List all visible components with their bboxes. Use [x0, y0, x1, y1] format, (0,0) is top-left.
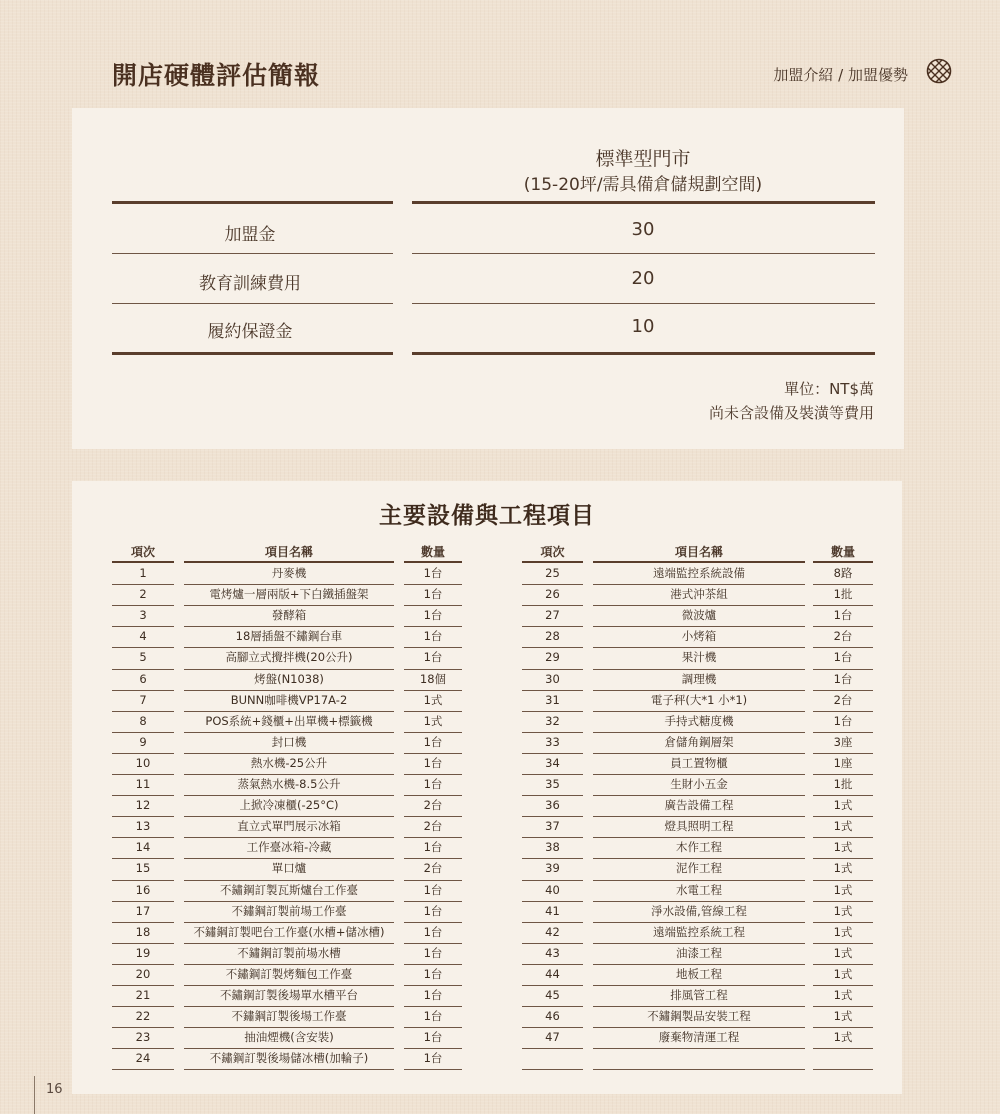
table-cell-qty: 1式: [833, 819, 853, 834]
table-cell-qty: 1台: [423, 1030, 443, 1045]
table-cell-no: 42: [545, 924, 560, 939]
table-cell-qty: 1式: [833, 840, 853, 855]
table-cell-no: 25: [545, 566, 560, 580]
table-cell-qty: 1台: [423, 608, 443, 623]
table-cell-no: 9: [139, 734, 147, 749]
column-header-no: 項次: [130, 545, 155, 559]
table-cell-no: 22: [135, 1009, 151, 1024]
equipment-title: 主要設備與工程項目: [379, 503, 595, 529]
table-cell-no: [522, 1048, 583, 1069]
table-cell-no: 43: [545, 945, 560, 960]
column-header-qty: 數量: [420, 545, 445, 559]
column-header-name: 項目名稱: [674, 545, 723, 559]
table-cell-no: 44: [545, 966, 560, 981]
table-cell-name: 不鏽鋼訂製後場工作臺: [231, 1009, 347, 1024]
table-cell-qty: 1台: [423, 945, 443, 960]
table-cell-no: 17: [135, 903, 151, 918]
table-cell-name: 員工置物櫃: [670, 755, 728, 770]
table-cell-qty: 1台: [423, 1009, 443, 1024]
table-cell-qty: 2台: [833, 629, 853, 644]
table-cell-name: 不鏽鋼訂製後場儲冰槽(加輪子): [209, 1051, 369, 1066]
fee-footer-rule-right: [412, 352, 875, 355]
table-cell-qty: 2台: [423, 819, 443, 834]
table-cell-qty: 1式: [833, 945, 853, 960]
table-cell-name: 地板工程: [676, 966, 722, 981]
table-cell-qty: 3座: [833, 734, 853, 749]
fee-value-deposit: 10: [631, 316, 655, 337]
table-cell-name: 倉儲角鋼層架: [664, 734, 734, 749]
fee-label-training: 教育訓練費用: [199, 274, 301, 294]
table-cell-name: 遠端監控系統工程: [653, 924, 745, 939]
table-cell-qty: 1式: [423, 713, 443, 728]
table-cell-name: 蒸氣熱水機-8.5公升: [237, 777, 341, 791]
table-cell-name: 燈具照明工程: [664, 819, 734, 834]
table-cell-qty: 1台: [423, 734, 443, 749]
table-cell-qty: 1台: [423, 587, 443, 602]
table-cell-name: 不鏽鋼製品安裝工程: [647, 1009, 751, 1024]
table-cell-name: 微波爐: [681, 608, 717, 623]
table-cell-qty: 1台: [833, 671, 853, 686]
table-cell-name: 廣告設備工程: [664, 798, 734, 813]
fee-header-rule-right: [412, 201, 875, 204]
fee-row-rule: [412, 303, 875, 304]
table-cell-qty: 1式: [833, 882, 853, 897]
table-cell-no: 19: [135, 945, 151, 960]
fee-value-franchise: 30: [631, 219, 655, 240]
row-rule: [112, 1069, 174, 1070]
fee-footer-rule-left: [112, 352, 393, 355]
table-cell-name: 水電工程: [676, 882, 722, 897]
table-cell-name: 封口機: [271, 734, 307, 749]
table-cell-qty: 1台: [423, 777, 443, 791]
column-header-no: 項次: [540, 545, 565, 559]
table-cell-qty: 1批: [833, 777, 853, 791]
table-cell-no: 11: [135, 777, 151, 791]
table-cell-no: 6: [139, 671, 147, 686]
table-cell-no: 12: [135, 798, 151, 813]
table-cell-name: 不鏽鋼訂製前場工作臺: [231, 903, 347, 918]
row-rule: [522, 1069, 583, 1070]
table-cell-qty: 1式: [833, 1009, 853, 1024]
table-cell-name: 油漆工程: [676, 945, 722, 960]
table-cell-name: 泥作工程: [676, 861, 722, 876]
table-cell-qty: 18個: [419, 671, 447, 686]
table-cell-qty: 1台: [423, 882, 443, 897]
page-divider: [34, 1076, 35, 1114]
table-cell-no: 3: [139, 608, 147, 623]
table-cell-no: 40: [545, 882, 560, 897]
table-cell-qty: 1式: [833, 903, 853, 918]
table-cell-no: 27: [545, 608, 560, 623]
breadcrumb[interactable]: 加盟介紹 / 加盟優勢: [773, 66, 908, 84]
column-header-qty: 數量: [830, 545, 855, 559]
table-cell-no: 38: [545, 840, 560, 855]
table-cell-qty: 1台: [423, 566, 443, 580]
table-cell-name: POS系統+錢櫃+出單機+標籤機: [205, 713, 373, 728]
table-cell-name: 排風管工程: [670, 988, 728, 1002]
table-cell-qty: 2台: [423, 861, 443, 876]
table-cell-qty: 1台: [423, 966, 443, 981]
table-cell-qty: 1式: [833, 1030, 853, 1045]
fee-row-rule: [112, 253, 393, 254]
table-cell-no: 34: [545, 755, 560, 770]
table-cell-qty: 1台: [833, 650, 853, 665]
table-cell-name: 電子秤(大*1 小*1): [650, 692, 748, 707]
table-cell-no: 30: [545, 671, 560, 686]
table-cell-qty: 1座: [833, 755, 853, 770]
table-cell-name: 上掀冷凍櫃(-25°C): [239, 798, 339, 813]
store-type-heading: 標準型門市: [595, 148, 691, 170]
fee-label-franchise: 加盟金: [224, 225, 276, 245]
table-cell-no: 39: [545, 861, 560, 876]
table-cell-no: 15: [135, 861, 151, 876]
table-cell-qty: [813, 1048, 873, 1069]
table-cell-qty: 1台: [423, 1051, 443, 1066]
table-cell-qty: 1式: [833, 966, 853, 981]
table-cell-name: 不鏽鋼訂製烤麵包工作臺: [225, 966, 353, 981]
table-cell-no: 33: [545, 734, 560, 749]
row-rule: [593, 1069, 805, 1070]
table-cell-name: 淨水設備,管線工程: [651, 903, 747, 918]
table-cell-no: 32: [545, 713, 560, 728]
table-cell-no: 23: [135, 1030, 151, 1045]
lattice-logo-icon: [926, 58, 952, 84]
table-cell-no: 29: [545, 650, 560, 665]
table-cell-name: 手持式糖度機: [664, 713, 734, 728]
table-cell-no: 20: [135, 966, 151, 981]
table-cell-qty: 1批: [833, 587, 853, 602]
table-cell-no: 36: [545, 798, 560, 813]
table-cell-no: 2: [139, 587, 147, 602]
row-rule: [184, 1069, 394, 1070]
table-cell-no: 46: [545, 1009, 560, 1024]
table-cell-qty: 1台: [423, 650, 443, 665]
table-cell-name: 港式沖茶組: [670, 587, 728, 602]
table-cell-name: 木作工程: [676, 840, 722, 855]
table-cell-no: 47: [545, 1030, 560, 1045]
exclusion-note: 尚未含設備及裝潢等費用: [708, 404, 874, 422]
table-cell-name: 直立式單門展示冰箱: [237, 819, 341, 834]
table-cell-name: 抽油煙機(含安裝): [244, 1030, 334, 1045]
table-cell-name: 調理機: [681, 671, 717, 686]
table-cell-name: 工作臺冰箱-冷藏: [246, 840, 332, 855]
table-cell-no: 35: [545, 777, 560, 791]
store-spec-heading: (15-20坪/需具備倉儲規劃空間): [523, 175, 763, 195]
table-cell-name: 熱水機-25公升: [250, 755, 328, 770]
table-cell-name: 廢棄物清運工程: [658, 1030, 740, 1045]
table-cell-name: 電烤爐一層兩版+下白鐵插盤架: [209, 587, 369, 602]
page-number: 16: [46, 1082, 63, 1097]
fee-label-deposit: 履約保證金: [207, 322, 293, 342]
table-cell-no: 5: [139, 650, 147, 665]
table-cell-name: 遠端監控系統設備: [653, 566, 745, 580]
table-cell-qty: 1台: [423, 988, 443, 1002]
table-cell-name: 發酵箱: [271, 608, 307, 623]
table-cell-no: 7: [139, 692, 147, 707]
table-cell-no: 13: [135, 819, 151, 834]
table-cell-name: 18層插盤不鏽鋼台車: [235, 629, 343, 644]
table-cell-name: 單口爐: [271, 861, 307, 876]
table-cell-name: 不鏽鋼訂製前場水槽: [237, 945, 341, 960]
table-cell-no: 45: [545, 988, 560, 1002]
table-cell-qty: 1台: [423, 903, 443, 918]
row-rule: [404, 1069, 462, 1070]
table-cell-no: 1: [139, 566, 147, 580]
table-cell-qty: 1式: [833, 988, 853, 1002]
fee-value-training: 20: [631, 268, 655, 289]
table-cell-no: 21: [135, 988, 151, 1002]
table-cell-qty: 8路: [833, 566, 853, 580]
table-cell-no: 41: [545, 903, 560, 918]
table-cell-qty: 2台: [833, 692, 853, 707]
table-cell-qty: 1式: [423, 692, 443, 707]
table-cell-qty: 2台: [423, 798, 443, 813]
table-cell-name: [593, 1048, 805, 1069]
row-rule: [813, 1069, 873, 1070]
table-cell-no: 26: [545, 587, 560, 602]
table-cell-no: 4: [139, 629, 147, 644]
table-cell-name: 丹麥機: [271, 566, 307, 580]
table-cell-no: 24: [135, 1051, 151, 1066]
table-cell-name: 不鏽鋼訂製後場單水槽平台: [220, 988, 358, 1002]
table-cell-no: 28: [545, 629, 560, 644]
equipment-panel: [72, 481, 902, 1094]
table-cell-qty: 1式: [833, 798, 853, 813]
table-cell-no: 8: [139, 713, 147, 728]
table-cell-no: 10: [135, 755, 151, 770]
table-cell-no: 14: [135, 840, 151, 855]
table-cell-name: 高腳立式攪拌機(20公升): [225, 650, 353, 665]
table-cell-no: 37: [545, 819, 560, 834]
fee-panel: [72, 108, 904, 449]
table-cell-name: 不鏽鋼訂製瓦斯爐台工作臺: [220, 882, 358, 897]
column-header-name: 項目名稱: [264, 545, 313, 559]
table-cell-qty: 1台: [833, 608, 853, 623]
table-cell-qty: 1台: [423, 924, 443, 939]
table-cell-qty: 1台: [423, 755, 443, 770]
fee-row-rule: [112, 303, 393, 304]
fee-header-rule-left: [112, 201, 393, 204]
page-title: 開店硬體評估簡報: [112, 61, 321, 90]
table-cell-name: 果汁機: [681, 650, 717, 665]
table-cell-no: 16: [135, 882, 151, 897]
table-cell-qty: 1台: [423, 840, 443, 855]
table-cell-qty: 1式: [833, 861, 853, 876]
table-cell-name: 不鏽鋼訂製吧台工作臺(水槽+儲冰槽): [193, 924, 385, 939]
table-cell-name: 烤盤(N1038): [254, 671, 324, 686]
unit-note: 單位：NT$萬: [784, 380, 874, 398]
table-cell-qty: 1台: [833, 713, 853, 728]
table-cell-no: 18: [135, 924, 151, 939]
fee-row-rule: [412, 253, 875, 254]
table-cell-no: 31: [545, 692, 560, 707]
table-cell-qty: 1台: [423, 629, 443, 644]
table-cell-name: 小烤箱: [681, 629, 717, 644]
table-cell-name: 生財小五金: [670, 777, 728, 791]
table-cell-qty: 1式: [833, 924, 853, 939]
table-cell-name: BUNN咖啡機VP17A-2: [230, 692, 348, 707]
